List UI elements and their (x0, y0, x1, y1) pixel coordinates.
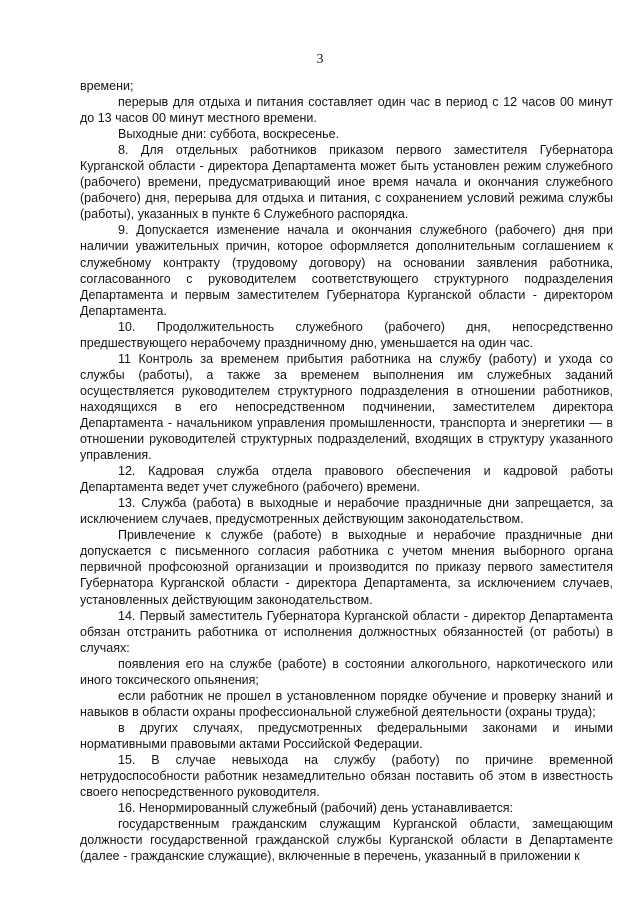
paragraph: 13. Служба (работа) в выходные и нерабочие праздничные дни запрещается, за исключением случаев, предусмотренных действующим законодательством. (80, 496, 613, 527)
paragraph: перерыв для отдыха и питания составляет один час в период с 12 часов 00 минут до 13 часов 00 минут местного времени. (80, 95, 613, 126)
paragraph: 9. Допускается изменение начала и окончания служебного (рабочего) дня при наличии уважительных причин, которое оформляется дополнительным соглашением к служебному контракту (трудовому договору) на основании заявления работника, согласованного с руководителем соответствующего структурного подразделения Департамента и первым заместителем Губернатора Курганской области - директором Департамента. (80, 223, 613, 318)
paragraph: 11 Контроль за временем прибытия работника на службу (работу) и ухода со службы (работы), а также за временем выполнения им служебных заданий осуществляется руководителем структурного подразделения в отношении работников, находящихся в его непосредственном подчинении, заместителем директора Департамента - начальником управления промышленности, транспорта и энергетики — в отношении руководителей структурных подразделений, входящих в структуру указанного управления. (80, 351, 613, 463)
paragraph: государственным гражданским служащим Курганской области, замещающим должности государственной гражданской службы Курганской области в Департаменте (далее - гражданские служащие), включенные в перечень, указанный в приложении к (80, 817, 613, 864)
paragraph: 14. Первый заместитель Губернатора Курганской области - директор Департамента обязан отстранить работника от исполнения должностных обязанностей (от работы) в случаях: (80, 608, 613, 655)
paragraph: 12. Кадровая служба отдела правового обеспечения и кадровой работы Департамента ведет учет служебного (рабочего) времени. (80, 464, 613, 495)
paragraph: в других случаях, предусмотренных федеральными законами и иными нормативными правовыми актами Российской Федерации. (80, 720, 613, 751)
paragraph: 10. Продолжительность служебного (рабочего) дня, непосредственно предшествующего нерабочему праздничному дню, уменьшается на один час. (80, 319, 613, 350)
paragraph: Выходные дни: суббота, воскресенье. (118, 127, 340, 142)
paragraph: 16. Ненормированный служебный (рабочий) день устанавливается: (118, 801, 514, 816)
document-body (80, 78, 613, 864)
paragraph: появления его на службе (работе) в состоянии алкогольного, наркотического или иного токсического опьянения; (80, 656, 613, 687)
paragraph: времени; (80, 79, 134, 93)
paragraph: если работник не прошел в установленном порядке обучение и проверку знаний и навыков в области охраны профессиональной служебной деятельности (охраны труда); (80, 688, 613, 719)
paragraph: 8. Для отдельных работников приказом первого заместителя Губернатора Курганской области - директора Департамента может быть установлен режим служебного (рабочего) времени, предусматривающий иное время начала и окончания служебного (рабочего) дня, перерыва для отдыха и питания, с сохранением условий режима службы (работы), указанных в пункте 6 Служебного распорядка. (80, 143, 613, 222)
page-number: 3 (316, 52, 324, 67)
paragraph: 15. В случае невыхода на службу (работу) по причине временной нетрудоспособности работник незамедлительно обязан поставить об этом в известность своего непосредственного руководителя. (80, 752, 613, 800)
paragraph: Привлечение к службе (работе) в выходные и нерабочие праздничные дни допускается с письменного согласия работника с учетом мнения выборного органа первичной профсоюзной организации и производится по приказу первого заместителя Губернатора Курганской области - директора Департамента, за исключением случаев, установленных действующим законодательством. (80, 528, 613, 607)
